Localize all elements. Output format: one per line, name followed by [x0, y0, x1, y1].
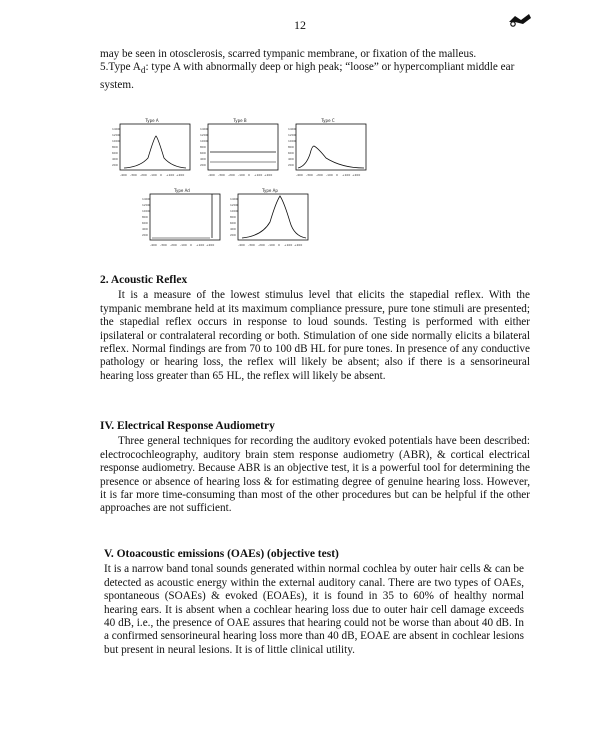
- svg-text:600: 600: [112, 151, 118, 155]
- svg-text:-100: -100: [238, 173, 245, 177]
- figure-title-type-a: Type A: [145, 118, 159, 123]
- svg-text:+100: +100: [284, 243, 293, 247]
- svg-text:1400: 1400: [200, 127, 208, 131]
- x-axis-ticks-ap: [238, 243, 302, 247]
- svg-text:-200: -200: [258, 243, 265, 247]
- svg-text:+100: +100: [166, 173, 175, 177]
- svg-text:1000: 1000: [112, 139, 120, 143]
- svg-text:1200: 1200: [230, 203, 238, 207]
- svg-text:+200: +200: [176, 173, 185, 177]
- svg-text:+100: +100: [196, 243, 205, 247]
- svg-text:600: 600: [230, 221, 236, 225]
- svg-text:-200: -200: [170, 243, 177, 247]
- section-heading-electrical-response: IV. Electrical Response Audiometry: [100, 420, 275, 432]
- type-label: 5.Type A: [100, 61, 141, 74]
- svg-text:1200: 1200: [200, 133, 208, 137]
- page-number: 12: [294, 18, 306, 32]
- x-axis-ticks-b: [208, 173, 272, 177]
- svg-text:0: 0: [278, 243, 280, 247]
- svg-text:-400: -400: [208, 173, 215, 177]
- svg-text:1200: 1200: [112, 133, 120, 137]
- svg-text:800: 800: [230, 215, 236, 219]
- svg-text:-400: -400: [150, 243, 157, 247]
- svg-text:800: 800: [142, 215, 148, 219]
- tympanogram-type-ap: [228, 188, 312, 250]
- svg-text:1000: 1000: [230, 209, 238, 213]
- y-axis-ticks-a: [112, 127, 120, 167]
- svg-text:1200: 1200: [142, 203, 150, 207]
- svg-text:800: 800: [112, 145, 118, 149]
- svg-text:400: 400: [200, 157, 206, 161]
- svg-text:600: 600: [142, 221, 148, 225]
- svg-text:400: 400: [288, 157, 294, 161]
- svg-text:-400: -400: [296, 173, 303, 177]
- svg-text:1000: 1000: [200, 139, 208, 143]
- svg-text:200: 200: [142, 233, 148, 237]
- svg-text:-200: -200: [228, 173, 235, 177]
- type-subscript: d: [140, 66, 146, 77]
- svg-text:+100: +100: [342, 173, 351, 177]
- section-body-electrical-response: Three general techniques for recording the auditory evoked potentials have been described: electrocochleography, auditory brain stem response audiometry (ABR), & cortical electrical response audiometry. Because ABR is an objective test, it is a powerful tool for determining the presence or absence of hearing loss & for estimating degree of genuine hearing loss. However, it is far more time-consuming than most of the other procedures but can be helpful if the other approaches are not sufficient.: [100, 435, 530, 515]
- svg-text:-300: -300: [248, 243, 255, 247]
- svg-text:-100: -100: [150, 173, 157, 177]
- svg-text:800: 800: [288, 145, 294, 149]
- tympanogram-type-a: [110, 118, 194, 180]
- y-axis-ticks-c: [288, 127, 296, 167]
- svg-text:-300: -300: [130, 173, 137, 177]
- svg-text:0: 0: [336, 173, 338, 177]
- svg-text:-100: -100: [180, 243, 187, 247]
- figure-title-type-ad: Type Ad: [174, 188, 190, 193]
- svg-text:-200: -200: [316, 173, 323, 177]
- svg-text:200: 200: [200, 163, 206, 167]
- svg-text:0: 0: [160, 173, 162, 177]
- section-body-otoacoustic-emissions: It is a narrow band tonal sounds generated within normal cochlea by outer hair cells & can be detected as acoustic energy within the external auditory canal. There are two types of OAEs, spontaneous (SOAEs) & evoked (EOAEs), it is found in 35 to 60% of healthy normal hearing ears. It is absent when a cochlear hearing loss due to outer hair cell damage exceeds 40 dB, i.e., the presence of OAE assures that hearing could not be worse than about 40 dB. In a confirmed sensorineural hearing loss more than 40 dB, EOAE are absent in cochlear lesions but present in neural lesions. It is of little clinical utility.: [104, 563, 524, 656]
- svg-text:1000: 1000: [288, 139, 296, 143]
- y-axis-ticks-ad: [142, 197, 150, 237]
- svg-text:-400: -400: [120, 173, 127, 177]
- tympanogram-type-b: [198, 118, 282, 180]
- svg-text:1200: 1200: [288, 133, 296, 137]
- svg-text:+200: +200: [294, 243, 303, 247]
- tympanogram-type-c: [286, 118, 370, 180]
- intro-line-2: [100, 61, 530, 92]
- svg-text:1400: 1400: [142, 197, 150, 201]
- svg-text:-200: -200: [140, 173, 147, 177]
- svg-text:400: 400: [230, 227, 236, 231]
- svg-text:+200: +200: [264, 173, 273, 177]
- section-body-acoustic-reflex: It is a measure of the lowest stimulus level that elicits the stapedial reflex. With the tympanic membrane held at its maximum compliance pressure, pure tone stimuli are presented; the stapedial reflex occurs in response to loud sounds. Testing is performed with either ipsilateral or contralateral recording or both. Stimulation of one side normally elicits a bilateral reflex. Normal findings are from 70 to 100 dB HL for pure tones. In presence of any conductive pathology or hearing loss, the reflex will likely be absent; also if there is a sensorineural hearing loss greater than 65 HL, the reflex will likely be absent.: [100, 289, 530, 382]
- tympanogram-figures: [110, 118, 380, 258]
- figure-title-type-b: Type B: [233, 118, 247, 123]
- svg-text:0: 0: [248, 173, 250, 177]
- svg-text:1400: 1400: [230, 197, 238, 201]
- svg-text:-400: -400: [238, 243, 245, 247]
- section-heading-acoustic-reflex: 2. Acoustic Reflex: [100, 274, 188, 286]
- x-axis-ticks-c: [296, 173, 360, 177]
- section-electrical-response-audiometry: [100, 420, 530, 516]
- svg-text:-300: -300: [306, 173, 313, 177]
- svg-text:1400: 1400: [112, 127, 120, 131]
- svg-text:200: 200: [288, 163, 294, 167]
- section-heading-otoacoustic-emissions: V. Otoacoustic emissions (OAEs) (objective test): [104, 548, 339, 560]
- svg-text:1000: 1000: [142, 209, 150, 213]
- svg-text:1400: 1400: [288, 127, 296, 131]
- svg-text:-100: -100: [326, 173, 333, 177]
- svg-text:200: 200: [230, 233, 236, 237]
- stamp-mark-icon: [505, 12, 535, 28]
- svg-text:600: 600: [200, 151, 206, 155]
- figure-title-type-ap: Type Ap: [262, 188, 278, 193]
- section-acoustic-reflex: [100, 274, 530, 383]
- svg-text:600: 600: [288, 151, 294, 155]
- tympanogram-type-ad: [140, 188, 224, 250]
- svg-text:800: 800: [200, 145, 206, 149]
- type-description: : type A with abnormally deep or high peak; “loose” or hypercompliant middle ear system.: [100, 61, 515, 92]
- y-axis-ticks-ap: [230, 197, 238, 237]
- intro-line-1: may be seen in otosclerosis, scarred tympanic membrane, or fixation of the malleus.: [100, 48, 477, 60]
- intro-paragraph: [100, 48, 530, 92]
- y-axis-ticks-b: [200, 127, 208, 167]
- svg-text:0: 0: [190, 243, 192, 247]
- section-otoacoustic-emissions: [104, 548, 524, 657]
- svg-text:+200: +200: [206, 243, 215, 247]
- svg-text:+100: +100: [254, 173, 263, 177]
- svg-text:-300: -300: [218, 173, 225, 177]
- x-axis-ticks-a: [120, 173, 184, 177]
- figure-title-type-c: Type C: [321, 118, 335, 123]
- svg-text:400: 400: [112, 157, 118, 161]
- svg-text:400: 400: [142, 227, 148, 231]
- x-axis-ticks-ad: [150, 243, 214, 247]
- svg-text:-300: -300: [160, 243, 167, 247]
- svg-text:200: 200: [112, 163, 118, 167]
- svg-text:-100: -100: [268, 243, 275, 247]
- svg-text:+200: +200: [352, 173, 361, 177]
